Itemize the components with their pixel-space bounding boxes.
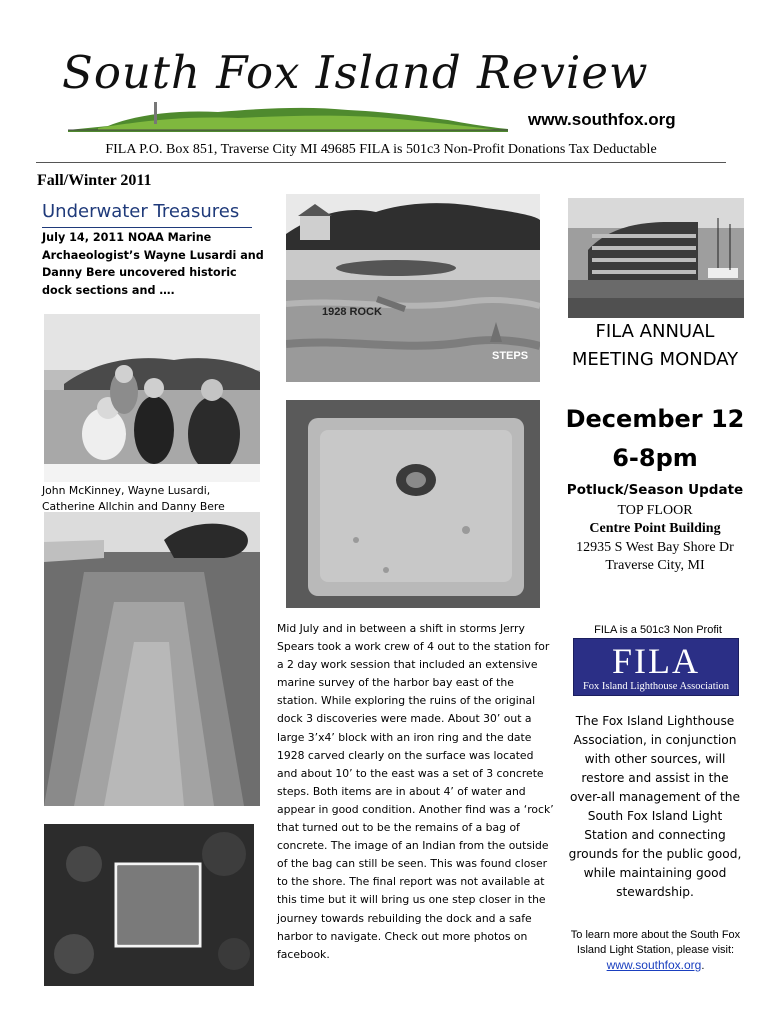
meeting-time: 6-8pm: [612, 444, 698, 472]
centre-point-building-photo: [568, 198, 744, 318]
fila-logo-text: FILA: [612, 641, 700, 681]
header-divider: [36, 162, 726, 163]
crew-photo: [44, 314, 260, 482]
nonprofit-label: FILA is a 501c3 Non Profit: [594, 624, 722, 636]
address-line: FILA P.O. Box 851, Traverse City MI 49685 FILA is 501c3 Non-Profit Donations Tax Deductable: [105, 142, 657, 157]
article-title-underline: [42, 227, 252, 228]
photo-label-steps: STEPS: [492, 350, 529, 362]
harbor-photo: [286, 194, 540, 382]
fila-logo: [573, 638, 739, 696]
newsletter-title: South Fox Island Review: [62, 46, 649, 99]
meeting-subtitle: Potluck/Season Update: [566, 482, 744, 498]
fila-logo-subtext: Fox Island Lighthouse Association: [582, 681, 730, 692]
article-body: Mid July and in between a shift in storms Jerry Spears took a work crew of 4 out to the station for a 2 day work session that included an extensive marine survey of the harbor bay east of the station. While exploring the ruins of the original dock 3 discoveries were made. About 30’ out a large 3’x4’ block with an iron ring and the date 1928 carved clearly on the surface was located and about 10’ to the east was a set of 3 concrete steps. Both items are in about 4’ of water and appear in good condition. Another find was a ‘rock’ that turned out to be the remains of a bag of concrete. The image of an Indian from the outside of the bag can still be seen. This was found closer to the shore. The final report was not available at this time but it will bring us one step closer in the journey towards rebuilding the dock and a safe harbor to navigate. Check out more photos on facebook.: [277, 622, 554, 961]
island-silhouette-graphic: [68, 96, 508, 132]
photo-caption: John McKinney, Wayne Lusardi, Catherine Allchin and Danny Bere: [42, 484, 225, 513]
article-lede: July 14, 2011 NOAA Marine Archaeologist’s Wayne Lusardi and Danny Bere uncovered historic dock sections and ….: [42, 231, 264, 297]
issue-date: Fall/Winter 2011: [37, 172, 152, 189]
article-title: Underwater Treasures: [42, 201, 240, 222]
underwater-steps-photo: [44, 512, 260, 806]
meeting-street: 12935 S West Bay Shore Dr: [576, 540, 734, 555]
website-link[interactable]: www.southfox.org: [606, 958, 702, 972]
photo-label-rock: 1928 ROCK: [322, 306, 382, 318]
concrete-block-photo: [286, 400, 540, 608]
learn-more: [563, 928, 748, 976]
learn-more-text: To learn more about the South Fox Island Light Station, please visit:: [570, 929, 741, 956]
meeting-date: December 12: [565, 405, 745, 433]
meeting-building: Centre Point Building: [589, 521, 721, 536]
concrete-bag-rock-photo: [44, 824, 254, 986]
mission-statement: The Fox Island Lighthouse Association, in conjunction with other sources, will restore and assist in the over-all management of the South Fox Island Light Station and connecting grounds for the public good, while maintaining good stewardship.: [568, 714, 742, 899]
meeting-heading: FILA ANNUAL MEETING MONDAY: [571, 321, 739, 370]
meeting-city: Traverse City, MI: [605, 558, 705, 573]
meeting-floor: TOP FLOOR: [617, 503, 693, 518]
website-url[interactable]: www.southfox.org: [528, 110, 676, 129]
period: .: [701, 960, 705, 972]
